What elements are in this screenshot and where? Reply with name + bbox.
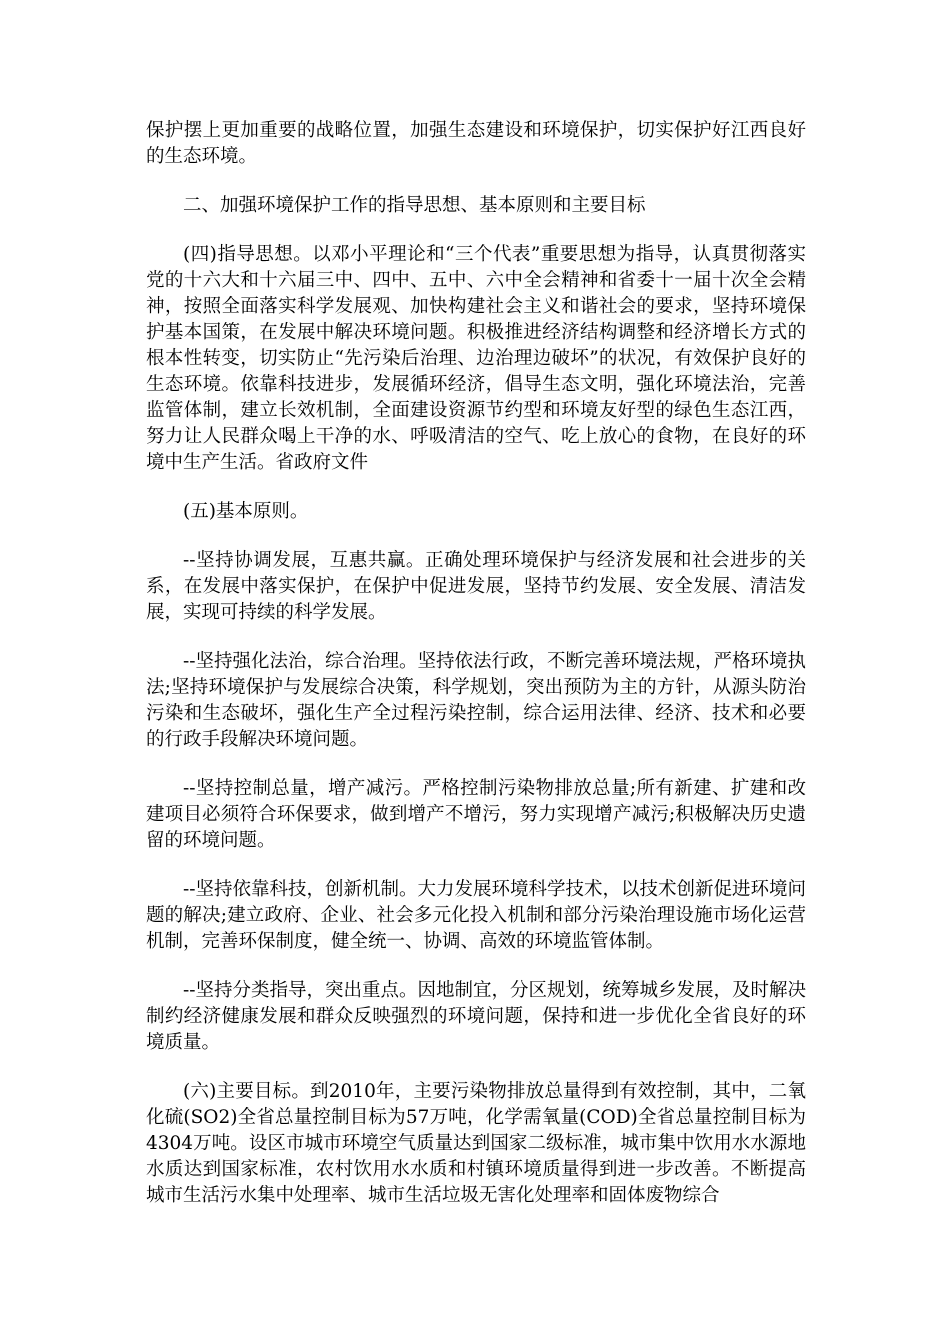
paragraph-guiding-ideology: (四)指导思想。以邓小平理论和“三个代表”重要思想为指导，认真贯彻落实党的十六大和十六届三中、四中、五中、六中全会精神和省委十一届十次全会精神，按照全面落实科学发展观、加快构建社会主义和谐社会的要求，坚持环境保护基本国策，在发展中解决环境问题。积极推进经济结构调整和经济增长方式的根本性转变，切实防止“先污染后治理、边治理边破坏”的状况，有效保护良好的生态环境。依靠科技进步，发展循环经济，倡导生态文明，强化环境法治，完善监管体制，建立长效机制，全面建设资源节约型和环境友好型的绿色生态江西，努力让人民群众喝上干净的水、呼吸清洁的空气、吃上放心的食物，在良好的环境中生产生活。省政府文件 [146,244,806,473]
document-page [146,118,806,1232]
paragraph-principle-coordinated-development: --坚持协调发展，互惠共赢。正确处理环境保护与经济发展和社会进步的关系，在发展中落实保护，在保护中促进发展，坚持节约发展、安全发展、清洁发展，实现可持续的科学发展。 [146,550,806,623]
paragraph-main-goals: (六)主要目标。到2010年，主要污染物排放总量得到有效控制，其中，二氧化硫(SO2)全省总量控制目标为57万吨，化学需氧量(COD)全省总量控制目标为4304万吨。设区市城市环境空气质量达到国家二级标准，城市集中饮用水水源地水质达到国家标准，农村饮用水水质和村镇环境质量得到进一步改善。不断提高城市生活污水集中处理率、城市生活垃圾无害化处理率和固体废物综合 [146,1081,806,1206]
paragraph-principle-technology: --坚持依靠科技，创新机制。大力发展环境科学技术，以技术创新促进环境问题的解决;建立政府、企业、社会多元化投入机制和部分污染治理设施市场化运营机制，完善环保制度，健全统一、协调、高效的环境监管体制。 [146,879,807,952]
paragraph-continuation: 保护摆上更加重要的战略位置，加强生态建设和环境保护，切实保护好江西良好的生态环境。 [146,120,806,167]
paragraph-basic-principles-title: (五)基本原则。 [183,501,309,522]
paragraph-principle-total-control: --坚持控制总量，增产减污。严格控制污染物排放总量;所有新建、扩建和改建项目必须符合环保要求，做到增产不增污，努力实现增产减污;积极解决历史遗留的环境问题。 [146,778,806,851]
section-heading: 二、加强环境保护工作的指导思想、基本原则和主要目标 [183,195,646,216]
paragraph-principle-classified-guidance: --坚持分类指导，突出重点。因地制宜，分区规划，统筹城乡发展，及时解决制约经济健康发展和群众反映强烈的环境问题，保持和进一步优化全省良好的环境质量。 [146,980,807,1053]
paragraph-principle-rule-of-law: --坚持强化法治，综合治理。坚持依法行政，不断完善环境法规，严格环境执法;坚持环境保护与发展综合决策，科学规划，突出预防为主的方针，从源头防治污染和生态破坏，强化生产全过程污染控制，综合运用法律、经济、技术和必要的行政手段解决环境问题。 [146,651,807,750]
